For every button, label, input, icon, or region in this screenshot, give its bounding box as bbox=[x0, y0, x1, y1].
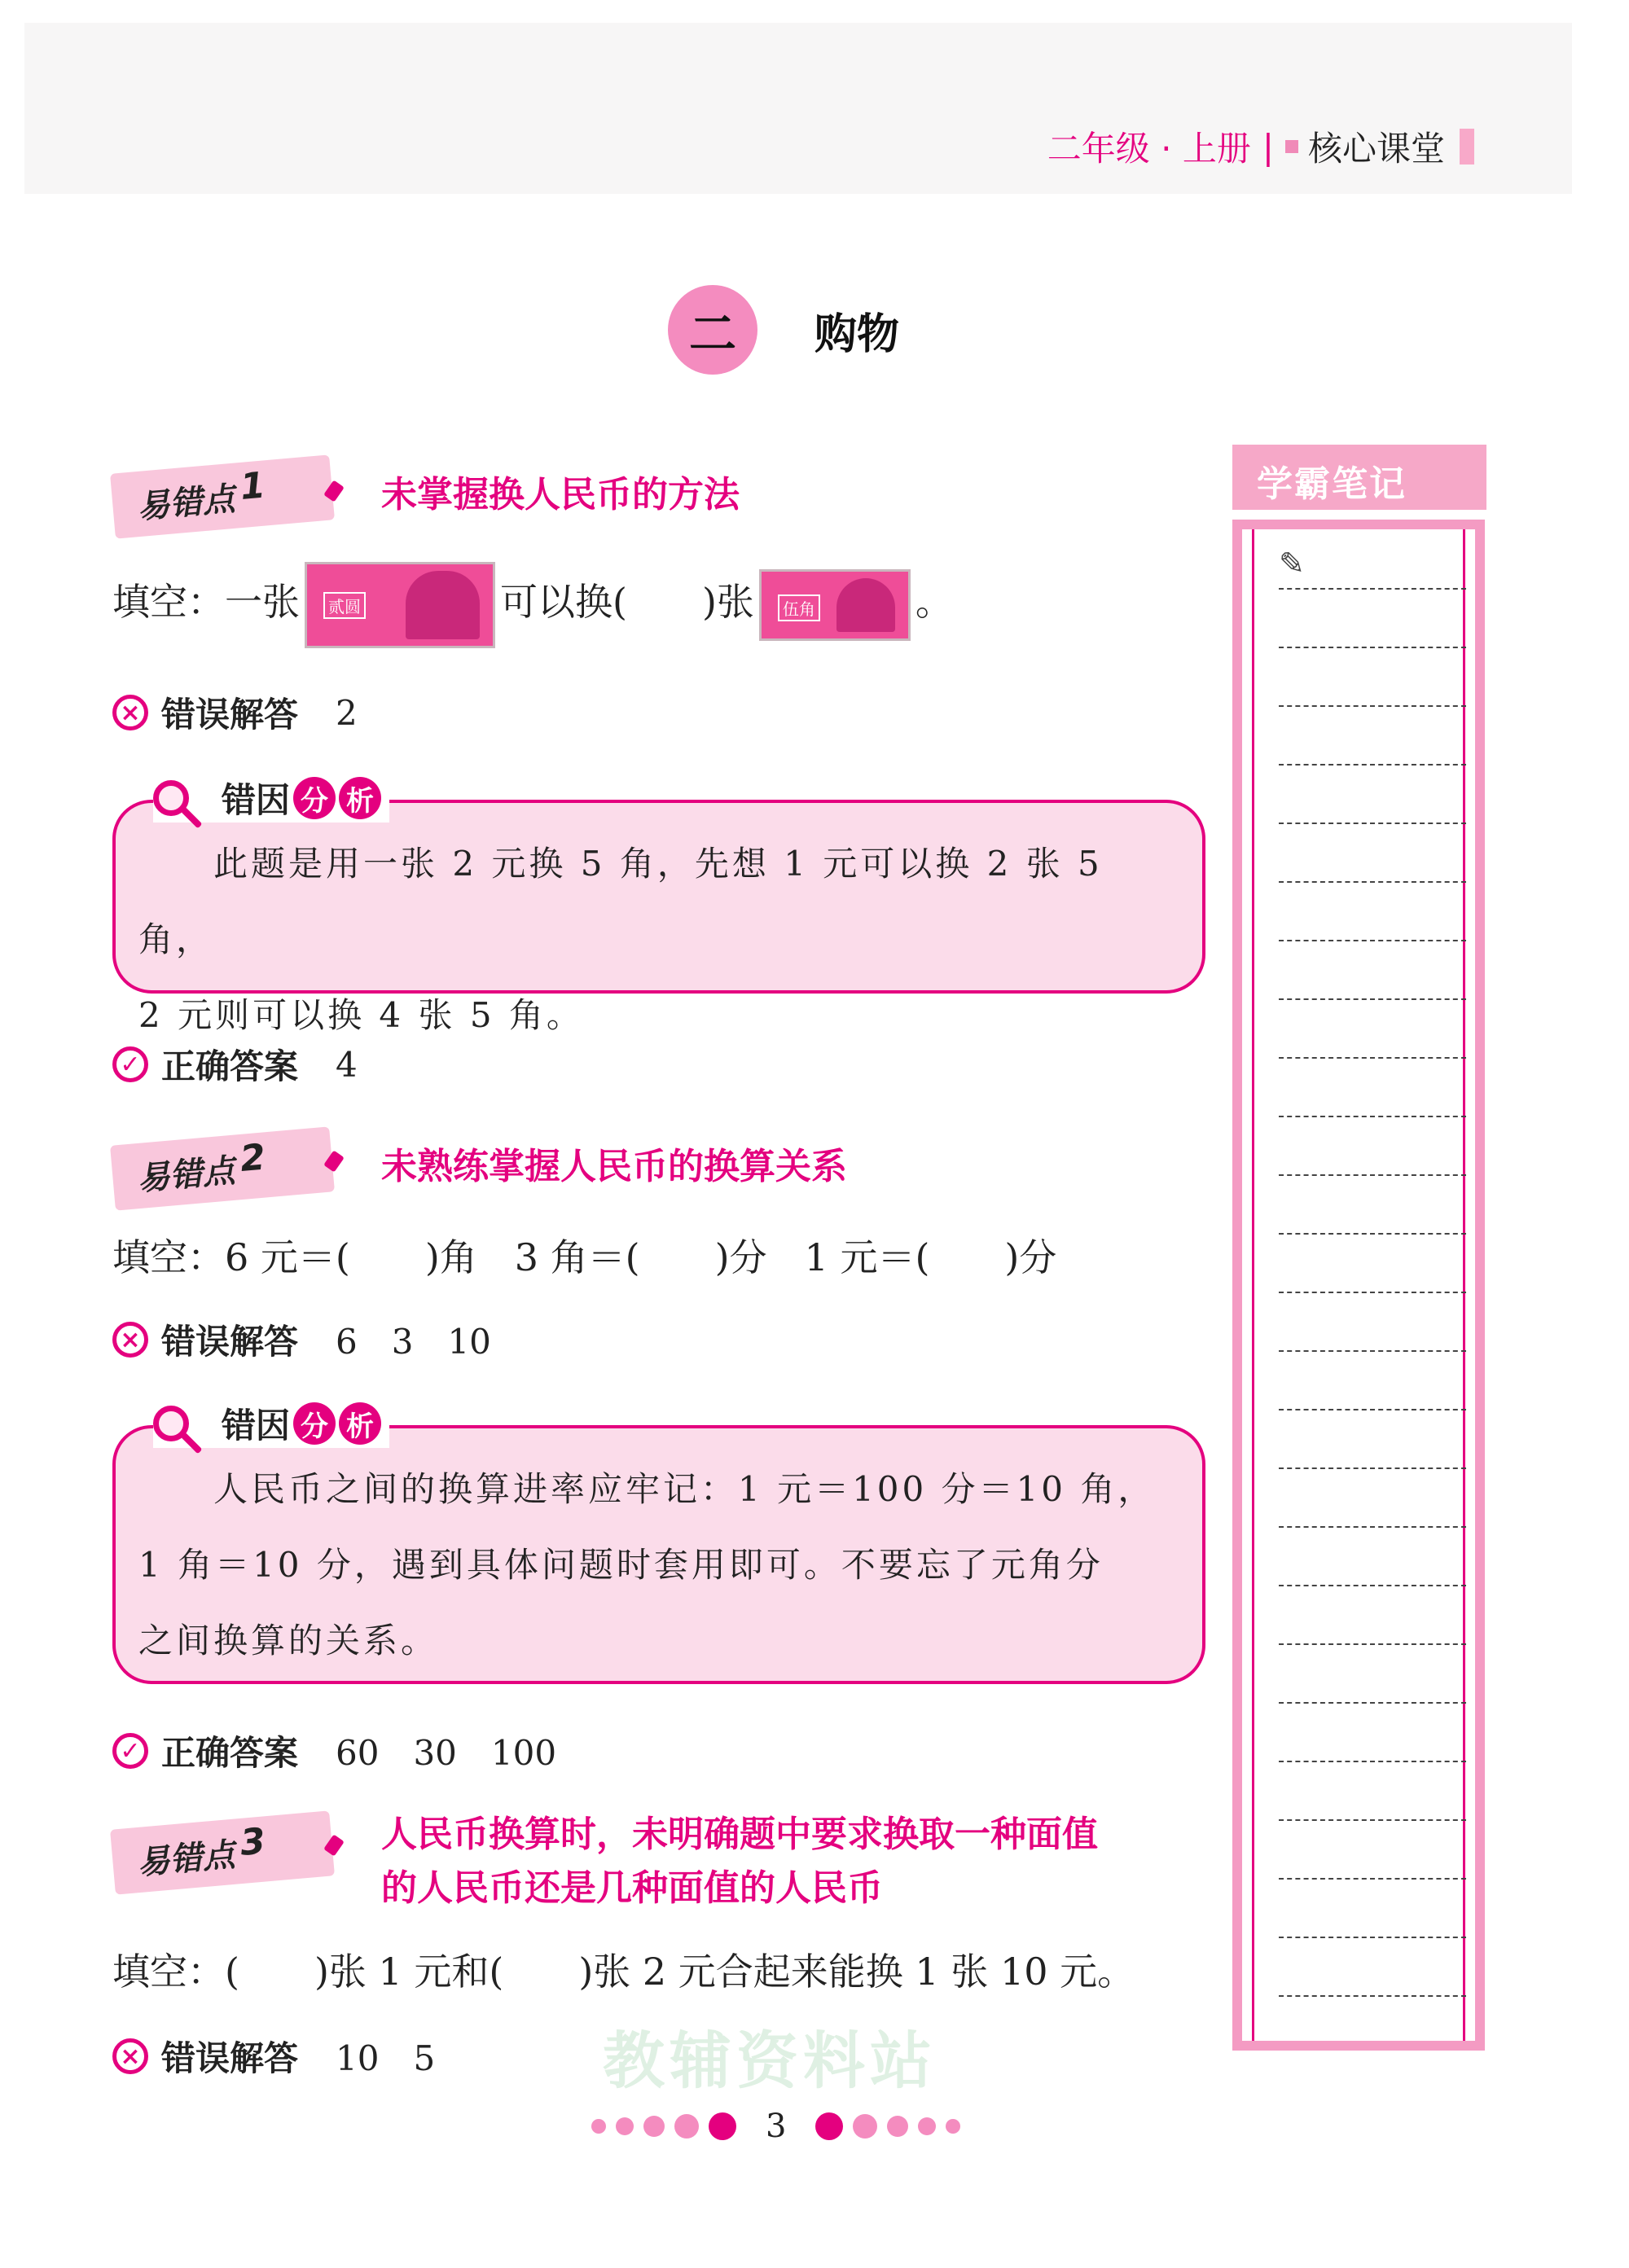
section-label: 核心课堂 bbox=[1307, 129, 1445, 169]
note-line bbox=[1279, 1350, 1466, 1352]
wrong-answer-3 bbox=[112, 2032, 435, 2081]
question-3: 填空：( )张 1 元和( )张 2 元合起来能换 1 张 10 元。 bbox=[112, 1950, 1135, 1994]
note-line bbox=[1279, 1526, 1466, 1528]
note-line bbox=[1279, 1643, 1466, 1645]
grade-label: 二年级 · 上册 bbox=[1047, 129, 1251, 169]
dot-decoration bbox=[946, 2119, 960, 2134]
analysis-box-2 bbox=[112, 1425, 1205, 1684]
notes-sidebar-header bbox=[1232, 445, 1486, 510]
analysis-badge: 析 bbox=[339, 1402, 381, 1445]
two-yuan-note-image bbox=[305, 562, 495, 648]
chapter-heading bbox=[668, 285, 899, 375]
note-line bbox=[1279, 1761, 1466, 1762]
note-line bbox=[1279, 823, 1466, 824]
magnifier-icon bbox=[153, 780, 189, 816]
note-line bbox=[1279, 1174, 1466, 1176]
error-point-heading-3 bbox=[381, 1808, 1098, 1915]
check-icon: ✓ bbox=[112, 1733, 148, 1769]
check-icon: ✓ bbox=[112, 1046, 148, 1082]
magnifier-icon bbox=[153, 1406, 189, 1441]
correct-answer-label: 正确答案 bbox=[161, 1046, 299, 1086]
tag-number: 3 bbox=[238, 1819, 267, 1864]
wrong-answer-2 bbox=[112, 1315, 491, 1364]
note-line bbox=[1279, 1819, 1466, 1821]
question-2: 填空：6 元＝( )角 3 角＝( )分 1 元＝( )分 bbox=[112, 1235, 1057, 1279]
note-line bbox=[1279, 1233, 1466, 1235]
wrong-answer-value: 6 3 10 bbox=[336, 1322, 491, 1362]
error-point-heading-2: 未熟练掌握人民币的换算关系 bbox=[381, 1146, 847, 1187]
correct-answer-value: 4 bbox=[336, 1044, 358, 1085]
analysis-label: 错因 bbox=[222, 780, 291, 820]
correct-answer-1 bbox=[112, 1040, 358, 1089]
tag-number: 2 bbox=[238, 1135, 267, 1180]
tag-label: 易错点 bbox=[135, 480, 237, 526]
question-suffix: 。 bbox=[915, 580, 953, 624]
note-line bbox=[1279, 1409, 1466, 1410]
dot-decoration bbox=[674, 2114, 699, 2139]
note-line bbox=[1279, 1702, 1466, 1704]
analysis-box-1 bbox=[112, 800, 1205, 1035]
note-line bbox=[1279, 647, 1466, 648]
analysis-badge: 分 bbox=[293, 1402, 336, 1445]
tag-number: 1 bbox=[238, 463, 267, 508]
dot-decoration bbox=[918, 2117, 936, 2135]
dot-decoration bbox=[887, 2116, 908, 2137]
wrong-answer-label: 错误解答 bbox=[161, 2038, 299, 2078]
note-line bbox=[1279, 1937, 1466, 1938]
tag-label: 易错点 bbox=[135, 1152, 237, 1198]
analysis-title-1 bbox=[153, 774, 389, 823]
note-line bbox=[1279, 881, 1466, 883]
notes-lines-area bbox=[1252, 529, 1465, 2041]
error-point-tag-3 bbox=[110, 1810, 335, 1894]
wrong-answer-1 bbox=[112, 688, 358, 737]
note-line bbox=[1279, 705, 1466, 707]
analysis-title-2 bbox=[153, 1399, 389, 1448]
chapter-number: 二 bbox=[668, 285, 757, 375]
tag-label: 易错点 bbox=[135, 1836, 237, 1882]
portrait-decoration bbox=[836, 578, 895, 632]
analysis-line: 1 角＝10 分，遇到具体问题时套用即可。不要忘了元角分 bbox=[138, 1545, 1104, 1585]
wrong-answer-label: 错误解答 bbox=[161, 695, 299, 735]
chapter-title: 购物 bbox=[814, 309, 900, 359]
cross-icon: × bbox=[112, 695, 148, 730]
dot-decoration bbox=[709, 2112, 736, 2140]
notes-sidebar-body bbox=[1232, 520, 1485, 2051]
note-denomination: 伍角 bbox=[778, 594, 820, 621]
header-separator: | bbox=[1262, 126, 1274, 167]
heading-line: 的人民币还是几种面值的人民币 bbox=[381, 1867, 883, 1909]
note-line bbox=[1279, 1467, 1466, 1469]
analysis-line: 之间换算的关系。 bbox=[138, 1621, 439, 1660]
error-point-heading-1: 未掌握换人民币的方法 bbox=[381, 474, 740, 515]
note-denomination: 贰圆 bbox=[323, 592, 366, 619]
question-prefix: 填空：一张 bbox=[112, 580, 300, 624]
page-number: 3 bbox=[766, 2108, 787, 2145]
square-icon bbox=[1285, 140, 1298, 153]
note-line bbox=[1279, 940, 1466, 941]
analysis-label: 错因 bbox=[222, 1406, 291, 1445]
dot-decoration bbox=[643, 2116, 665, 2137]
dot-decoration bbox=[815, 2112, 843, 2140]
note-line bbox=[1279, 588, 1466, 590]
correct-answer-2 bbox=[112, 1726, 556, 1775]
analysis-badge: 析 bbox=[339, 777, 381, 819]
pencil-icon: ✎ bbox=[1279, 546, 1305, 581]
correct-answer-label: 正确答案 bbox=[161, 1733, 299, 1773]
dot-decoration bbox=[853, 2114, 877, 2139]
note-line bbox=[1279, 1878, 1466, 1880]
error-point-tag-2 bbox=[110, 1126, 335, 1210]
error-point-tag-1 bbox=[110, 454, 335, 538]
analysis-badge: 分 bbox=[293, 777, 336, 819]
wrong-answer-value: 2 bbox=[336, 692, 358, 733]
cross-icon: × bbox=[112, 2038, 148, 2074]
wrong-answer-label: 错误解答 bbox=[161, 1322, 299, 1362]
dot-decoration bbox=[616, 2117, 634, 2135]
analysis-line: 人民币之间的换算进率应牢记：1 元＝100 分＝10 角， bbox=[138, 1469, 1156, 1509]
five-jiao-note-image bbox=[759, 569, 911, 641]
notes-sidebar-title: 学霸笔记 bbox=[1257, 463, 1407, 505]
watermark: 教辅资料站 bbox=[603, 2025, 937, 2097]
analysis-line: 此题是用一张 2 元换 5 角，先想 1 元可以换 2 张 5 角， bbox=[138, 844, 1103, 959]
notes-sidebar bbox=[1232, 445, 1486, 2068]
page-header bbox=[1047, 122, 1474, 171]
note-line bbox=[1279, 764, 1466, 766]
portrait-decoration bbox=[406, 571, 480, 639]
wrong-answer-value: 10 5 bbox=[336, 2038, 436, 2078]
correct-answer-value: 60 30 100 bbox=[336, 1733, 557, 1773]
question-middle: 可以换( )张 bbox=[500, 580, 754, 624]
heading-line: 人民币换算时，未明确题中要求换取一种面值 bbox=[381, 1814, 1098, 1855]
note-line bbox=[1279, 1057, 1466, 1059]
question-1 bbox=[112, 562, 953, 648]
header-bar-decoration bbox=[1460, 129, 1474, 165]
analysis-line: 2 元则可以换 4 张 5 角。 bbox=[138, 995, 584, 1035]
dot-decoration bbox=[591, 2119, 606, 2134]
cross-icon: × bbox=[112, 1322, 148, 1358]
note-line bbox=[1279, 1116, 1466, 1117]
page-footer bbox=[586, 2108, 965, 2145]
note-line bbox=[1279, 1292, 1466, 1293]
note-line bbox=[1279, 1995, 1466, 1997]
note-line bbox=[1279, 1585, 1466, 1586]
note-line bbox=[1279, 998, 1466, 1000]
